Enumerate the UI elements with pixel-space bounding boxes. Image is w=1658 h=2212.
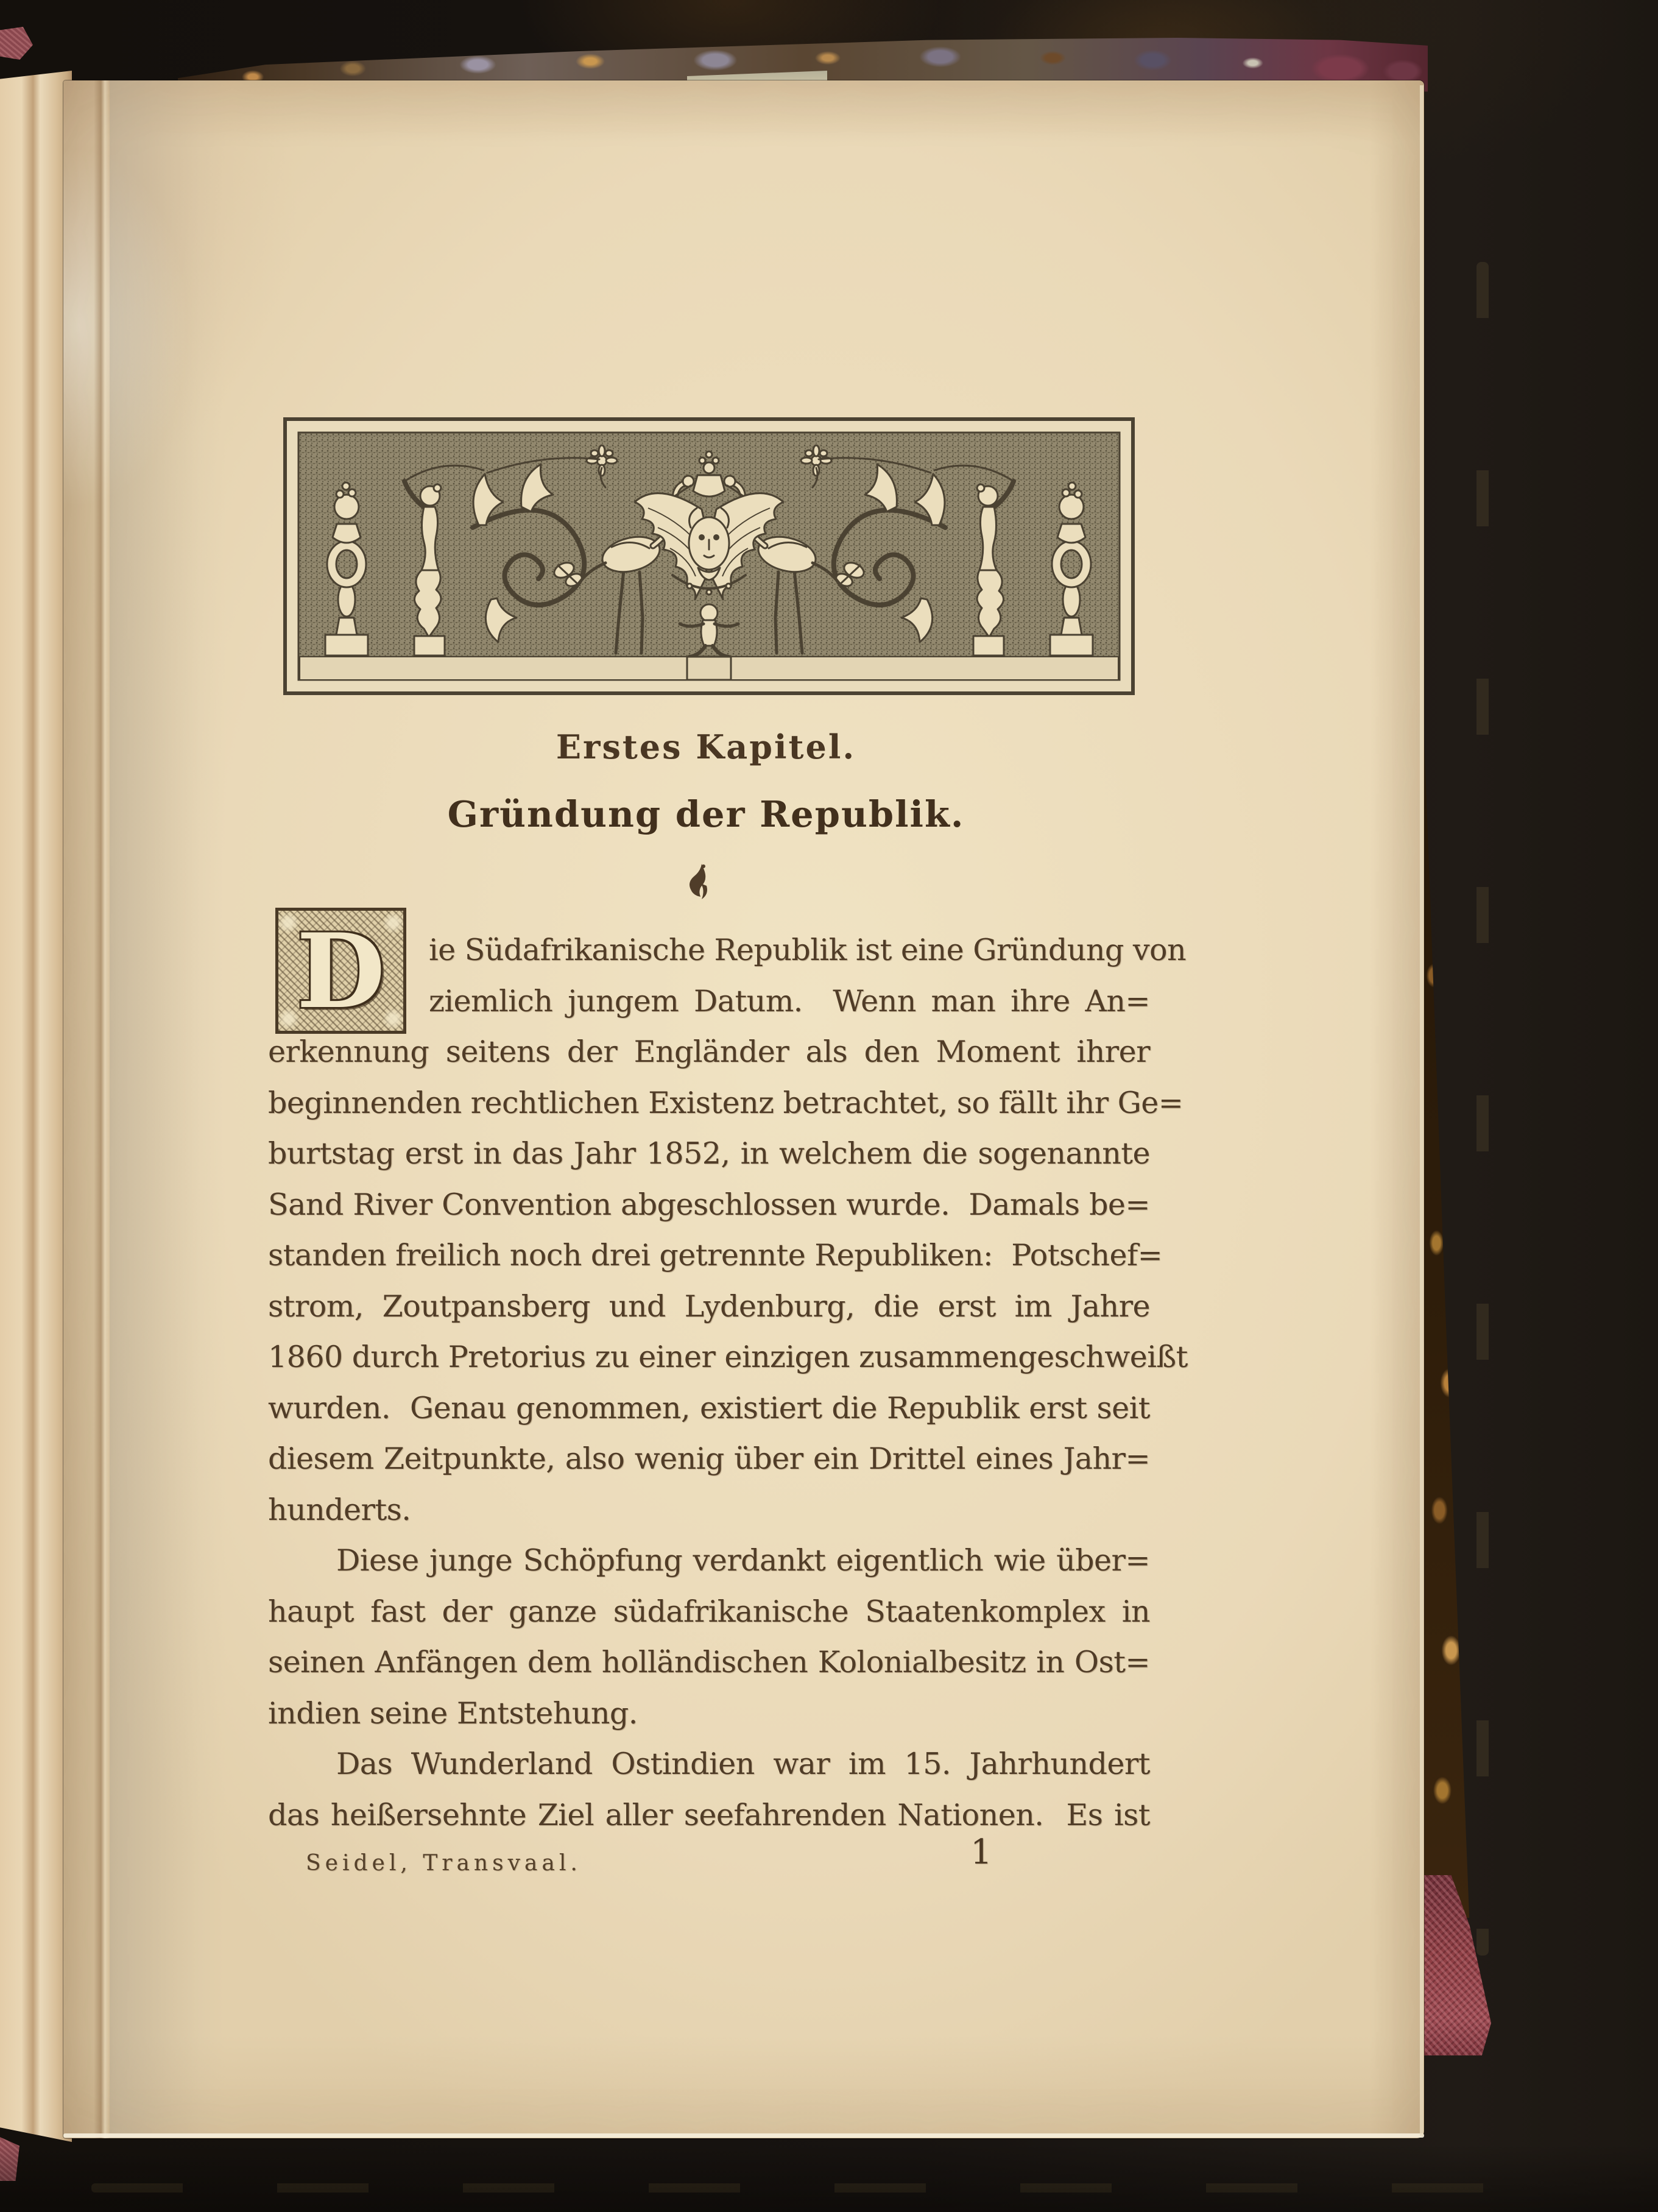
binding-stitches-bottom: [91, 2183, 1505, 2193]
body-line: hunderts.: [268, 1492, 411, 1527]
body-line: haupt fast der ganze südafrikanische Staatenkomplex in: [268, 1594, 1150, 1629]
chapter-heading: Erstes Kapitel.: [556, 727, 856, 766]
binding-stitches-right: [1476, 262, 1489, 1956]
body-line: ziemlich jungem Datum. Wenn man ihre An=: [429, 983, 1150, 1019]
cover-cloth-top-left: [0, 27, 33, 60]
gutter-shadow: [110, 80, 225, 2138]
page-number: 1: [970, 1832, 992, 1872]
body-line: erkennung seitens der Engländer als den Moment ihrer: [268, 1034, 1150, 1069]
fleuron-ornament-icon: [686, 863, 715, 902]
body-line: wurden. Genau genommen, existiert die Republik erst seit: [268, 1390, 1150, 1426]
renaissance-headpiece-ornament-icon: [283, 417, 1135, 696]
page-bottom-edge-highlight: [63, 2133, 1424, 2138]
drop-cap-letter: D: [296, 910, 386, 1031]
page-right-edge-highlight: [1420, 85, 1423, 2136]
page-stack-fore-edge: [0, 71, 72, 2142]
body-line: seinen Anfängen dem holländischen Kolonialbesitz in Ost=: [268, 1645, 1150, 1680]
body-line: indien seine Entstehung.: [268, 1695, 638, 1731]
body-text-block: [268, 925, 1188, 1840]
footer-signature: Seidel, Transvaal.: [306, 1851, 582, 1876]
section-title: Gründung der Republik.: [447, 793, 965, 835]
book-page: [63, 80, 1424, 2138]
body-line: Sand River Convention abgeschlossen wurde. Damals be=: [268, 1187, 1150, 1222]
gutter-crease: [94, 80, 110, 2138]
body-line: strom, Zoutpansberg und Lydenburg, die erst im Jahre: [268, 1288, 1150, 1324]
body-line: das heißersehnte Ziel aller seefahrenden Nationen. Es ist: [268, 1797, 1150, 1832]
body-line: burtstag erst in das Jahr 1852, in welchem die sogenannte: [268, 1136, 1150, 1171]
body-line: Das Wunderland Ostindien war im 15. Jahrhundert: [336, 1747, 1150, 1781]
body-line: 1860 durch Pretorius zu einer einzigen zusammengeschweißt: [268, 1340, 1188, 1374]
cover-cloth-bottom-left: [0, 2137, 19, 2181]
body-line: ie Südafrikanische Republik ist eine Gründung von: [429, 933, 1187, 967]
body-line: diesem Zeitpunkte, also wenig über ein Drittel eines Jahr=: [268, 1441, 1150, 1476]
body-line: standen freilich noch drei getrennte Republiken: Potschef=: [268, 1238, 1163, 1273]
body-line: Diese junge Schöpfung verdankt eigentlich wie über=: [336, 1543, 1150, 1578]
body-line: beginnenden rechtlichen Existenz betrachtet, so fällt ihr Ge=: [268, 1085, 1184, 1120]
